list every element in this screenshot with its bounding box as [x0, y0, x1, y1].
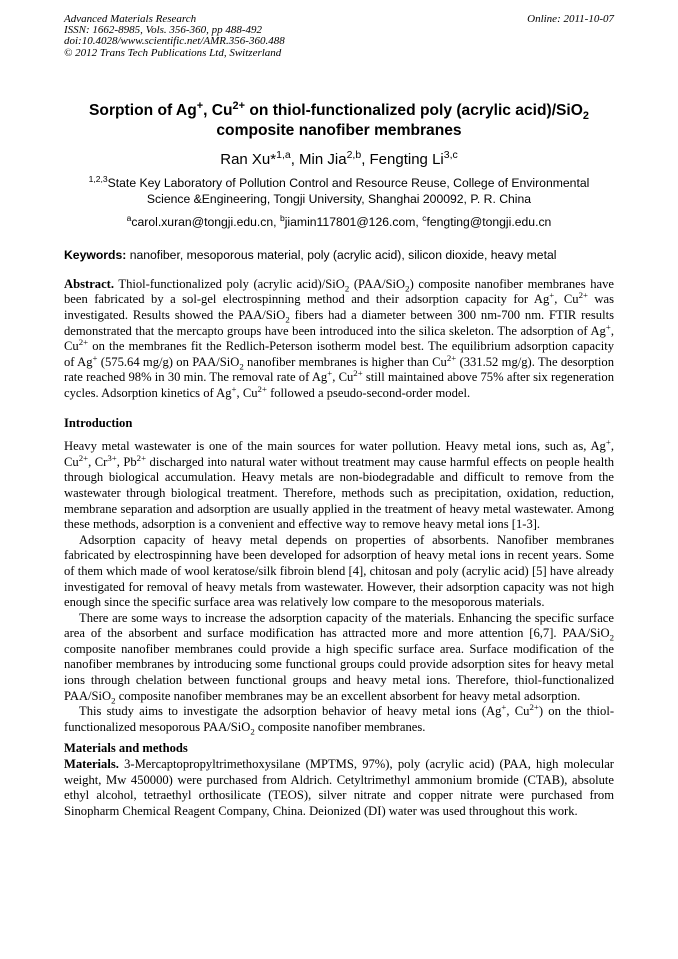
intro-paragraph-4: This study aims to investigate the adsorption behavior of heavy metal ions (Ag+, $Cu^{2+}$) on the thiol-functionalized mesoporous PAA/SiO$_2$ composite nanofiber membranes. — [64, 702, 615, 737]
author-emails: $^a$carol.xuran@tongji.edu.cn, $^b$jiamin117801@126.com, $^c$fengting@tongji.edu.cn — [126, 212, 552, 229]
keywords: Keywords: nanofiber, mesoporous material, poly (acrylic acid), silicon dioxide, heavy metal — [64, 247, 557, 262]
issn-line: ISSN: 1662-8985, Vols. 356-360, pp 488-492 — [64, 24, 262, 37]
online-date: Online: 2011-10-07 — [527, 13, 614, 25]
journal-header — [64, 14, 614, 59]
abstract: Abstract. Thiol-functionalized poly (acrylic acid)/SiO$_2$ (PAA/SiO$_2$) composite nanofiber membranes have been fabricated by a sol-gel electrospinning method and their adsorption capacity for Ag+, $Cu^{2+}$ was investigated. Results showed the PAA/SiO$_2$ fibers had a diameter between 300 nm-700 nm. FTIR results demonstrated that the mercapto groups have been introduced into the silica skeleton. The adsorption of Ag+, $Cu^{2+}$ on the membranes fit the Redlich-Peterson isotherm model best. The equilibrium adsorption capacity of Ag+ (575.64 mg/g) on PAA/SiO$_2$ nanofiber membranes is higher than $Cu^{2+}$ (331.52 mg/g). The desorption rate reached 98% in 30 min. The removal rate of Ag+, $Cu^{2+}$ still maintained above 75% after six regeneration cycles. Adsorption kinetics of Ag+, $Cu^{2+}$ followed a pseudo-second-order model. — [64, 276, 615, 400]
doi-line: doi:10.4028/www.scientific.net/AMR.356-360.488 — [64, 35, 285, 48]
author-list: Ran Xu*$^{1,a}$, Min Jia$^{2,b}$, Fengting Li$^{3,c}$ — [220, 148, 458, 168]
journal-name: Advanced Materials Research — [64, 13, 197, 25]
intro-paragraph-1: Heavy metal wastewater is one of the main sources for water pollution. Heavy metal ions, such as, Ag+, $Cu^{2+}$, $Cr^{3+}$, $Pb^{2+}$ discharged into natural water without treatment may cause harmful effects on people health through biological accumulation. Heavy metals are non-biodegradable and difficult to remove from the wastewater through biological treatment. Therefore, methods such as precipitation, oxidation, reduction, membrane separation and adsorption are usually applied in the treatment of heavy metal wastewater. Among these methods, adsorption is a convenient and effective way to remove heavy metal ions [1-3]. — [64, 436, 614, 532]
section-heading-introduction: Introduction — [64, 415, 133, 430]
section-heading-methods: Materials and methods — [64, 741, 188, 756]
intro-paragraph-2: Adsorption capacity of heavy metal depends on properties of absorbents. Nanofiber membranes fabricated by electrospinning have been developed for adsorption of heavy metal ions in recent years. Some of them which made of wool keratose/silk fibroin blend [4], chitosan and poly (acrylic acid) [5] have already investigated for removal of heavy metals from wastewater. However, their adsorption capacity was not high enough since the specific surface area was relatively low compare to the mesoporous materials. — [64, 532, 614, 610]
affiliation: $^{1,2,3}$State Key Laboratory of Pollution Control and Resource Reuse, College of Environmental Science &Engineering, Tongji University, Shanghai 200092, P. R. China — [88, 173, 590, 207]
methods-paragraph: Materials. 3-Mercaptopropyltrimethoxysilane (MPTMS, 97%), poly (acrylic acid) (PAA, high molecular weight, Mw 450000) were purchased from Aldrich. Cetyltrimethyl ammonium bromide (CTAB), absolute ethyl alcohol, tetraethyl orthosilicate (TEOS), silver nitrate and copper nitrate were purchased from Sinopharm Chemical Reagent Company, China. Deionized (DI) water was used throughout this work. — [64, 757, 614, 818]
copyright-line: © 2012 Trans Tech Publications Ltd, Switzerland — [64, 46, 282, 59]
intro-paragraph-3: There are some ways to increase the adsorption capacity of the materials. Enhancing the specific surface area of the absorbent and surface modification has attracted more and more attention [6,7]. PAA/SiO$_2$ composite nanofiber membranes could provide a high specific surface area. Surface modification of the nanofiber membranes by introducing some functional groups could provide adsorption sites for heavy metal ions through chelation between functional groups and heavy metal ions. Therefore, thiol-functionalized PAA/SiO$_2$ composite nanofiber membranes may be an excellent absorbent for heavy metal adsorption. — [64, 610, 614, 706]
paper-title: Sorption of Ag+, $Cu^{2+}$ on thiol-functionalized poly (acrylic acid)/SiO$_2$ composite nanofiber membranes — [89, 99, 589, 139]
